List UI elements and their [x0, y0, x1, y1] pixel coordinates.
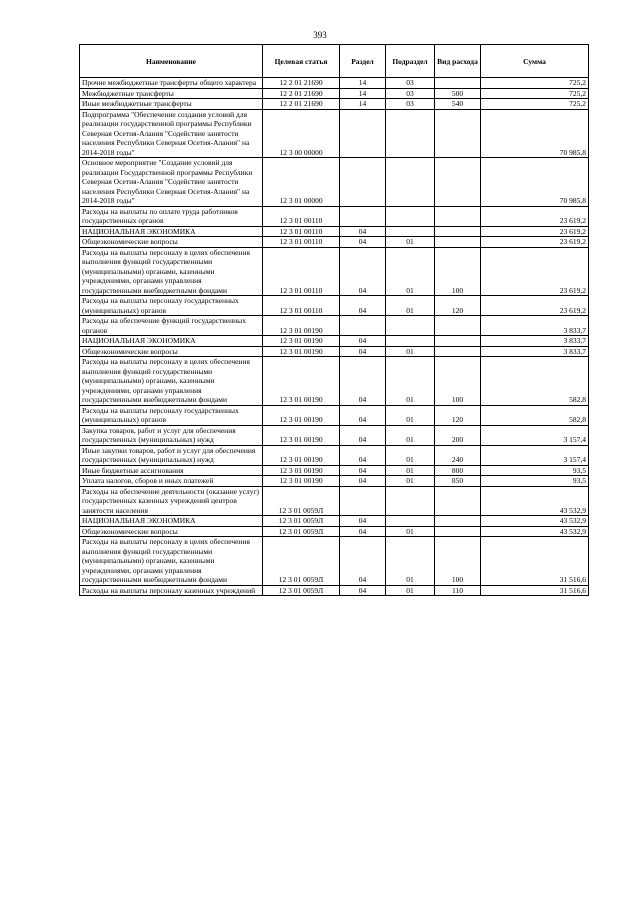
row-expense-type-cell: 100	[435, 357, 481, 406]
row-subsection-cell	[386, 109, 435, 158]
row-target-cell: 12 3 01 0059Л	[263, 486, 340, 516]
row-subsection-cell	[386, 316, 435, 336]
table-row	[80, 247, 589, 296]
row-name-cell: НАЦИОНАЛЬНАЯ ЭКОНОМИКА	[80, 516, 263, 527]
row-target-cell: 12 3 01 00190	[263, 425, 340, 445]
row-amount-cell: 23 619,2	[481, 226, 589, 237]
row-name-cell: Расходы на выплаты персоналу в целях обеспечения выполнения функций государственными (муниципальными) органами, казенными учреждениями, органами управления государственными внебюджетными фондами	[80, 357, 263, 406]
row-name-cell: Основное мероприятие "Создание условий для реализации Государственной программы Республики Северная Осетия-Алания "Содействие занятости населения Республики Северная Осетия-Алания" на 2014-2018 годы"	[80, 158, 263, 207]
row-amount-cell: 31 516,6	[481, 585, 589, 596]
row-expense-type-cell: 120	[435, 296, 481, 316]
row-name-cell: Расходы на выплаты персоналу казенных учреждений	[80, 585, 263, 596]
row-name-cell: Расходы на выплаты персоналу в целях обеспечения выполнения функций государственными (муниципальными) органами, казенными учреждениями, органами управления государственными внебюджетными фондами	[80, 537, 263, 586]
row-name-cell: Межбюджетные трансферты	[80, 88, 263, 99]
table-row	[80, 516, 589, 527]
row-target-cell: 12 3 01 00190	[263, 336, 340, 347]
row-name-cell: Расходы на выплаты персоналу государственных (муниципальных) органов	[80, 405, 263, 425]
table-row	[80, 158, 589, 207]
row-target-cell: 12 3 01 00110	[263, 296, 340, 316]
table-row	[80, 357, 589, 406]
row-amount-cell: 43 532,9	[481, 486, 589, 516]
row-name-cell: Расходы на выплаты по оплате труда работников государственных органов	[80, 206, 263, 226]
row-section-cell: 04	[340, 516, 386, 527]
row-section-cell: 14	[340, 88, 386, 99]
row-name-cell: Иные бюджетные ассигнования	[80, 465, 263, 476]
row-expense-type-cell: 540	[435, 99, 481, 110]
table-row	[80, 237, 589, 248]
row-subsection-cell: 01	[386, 405, 435, 425]
row-name-cell: Общеэкономические вопросы	[80, 237, 263, 248]
row-amount-cell: 23 619,2	[481, 206, 589, 226]
row-name-cell: Иные закупки товаров, работ и услуг для обеспечения государственных (муниципальных) нужд	[80, 445, 263, 465]
row-subsection-cell	[386, 158, 435, 207]
row-subsection-cell	[386, 226, 435, 237]
row-section-cell: 04	[340, 537, 386, 586]
row-target-cell: 12 3 01 00190	[263, 476, 340, 487]
row-subsection-cell	[386, 516, 435, 527]
row-subsection-cell: 03	[386, 99, 435, 110]
table-row	[80, 78, 589, 89]
row-section-cell	[340, 486, 386, 516]
table-row	[80, 99, 589, 110]
table-header-row	[80, 45, 589, 78]
table-row	[80, 405, 589, 425]
row-name-cell: Расходы на выплаты персоналу в целях обеспечения выполнения функций государственными (муниципальными) органами, казенными учреждениями, органами управления государственными внебюджетными фондами	[80, 247, 263, 296]
row-subsection-cell: 01	[386, 425, 435, 445]
row-target-cell: 12 3 01 00190	[263, 357, 340, 406]
table-row	[80, 109, 589, 158]
table-row	[80, 465, 589, 476]
row-amount-cell: 725,2	[481, 88, 589, 99]
row-target-cell: 12 3 01 00190	[263, 445, 340, 465]
table-row	[80, 585, 589, 596]
table-row	[80, 445, 589, 465]
table-row	[80, 486, 589, 516]
row-target-cell: 12 3 01 00190	[263, 465, 340, 476]
row-expense-type-cell	[435, 336, 481, 347]
row-section-cell: 04	[340, 247, 386, 296]
row-name-cell: Подпрограмма "Обеспечение создания условий для реализации государственной программы Республики Северная Осетия-Алания "Содействие занятости населения Республики Северная Осетия-Алания" на 2014-2018 годы"	[80, 109, 263, 158]
row-amount-cell: 3 833,7	[481, 346, 589, 357]
row-amount-cell: 23 619,2	[481, 247, 589, 296]
row-name-cell: Закупка товаров, работ и услуг для обеспечения государственных (муниципальных) нужд	[80, 425, 263, 445]
row-expense-type-cell	[435, 158, 481, 207]
row-subsection-cell: 01	[386, 465, 435, 476]
header-name: Наименование	[80, 45, 263, 78]
header-amount: Сумма	[481, 45, 589, 78]
row-section-cell	[340, 158, 386, 207]
row-section-cell: 04	[340, 357, 386, 406]
row-target-cell: 12 3 00 00000	[263, 109, 340, 158]
row-amount-cell: 3 833,7	[481, 316, 589, 336]
row-section-cell: 04	[340, 425, 386, 445]
row-target-cell: 12 3 01 0059Л	[263, 526, 340, 537]
row-expense-type-cell: 100	[435, 247, 481, 296]
row-target-cell: 12 3 01 0059Л	[263, 516, 340, 527]
row-section-cell: 04	[340, 476, 386, 487]
header-expense-type: Вид расхода	[435, 45, 481, 78]
row-target-cell: 12 3 01 00110	[263, 237, 340, 248]
row-name-cell: Прочие межбюджетные трансферты общего характера	[80, 78, 263, 89]
row-target-cell: 12 3 01 0059Л	[263, 585, 340, 596]
header-target: Целевая статья	[263, 45, 340, 78]
table-row	[80, 346, 589, 357]
row-expense-type-cell	[435, 526, 481, 537]
row-subsection-cell	[386, 206, 435, 226]
row-name-cell: Расходы на выплаты персоналу государственных (муниципальных) органов	[80, 296, 263, 316]
row-section-cell: 04	[340, 465, 386, 476]
row-subsection-cell: 01	[386, 296, 435, 316]
row-subsection-cell: 01	[386, 357, 435, 406]
row-amount-cell: 93,5	[481, 476, 589, 487]
row-target-cell: 12 3 01 00190	[263, 346, 340, 357]
row-amount-cell: 23 619,2	[481, 237, 589, 248]
row-expense-type-cell: 100	[435, 537, 481, 586]
row-subsection-cell	[386, 486, 435, 516]
row-amount-cell: 725,2	[481, 78, 589, 89]
row-target-cell: 12 2 01 21690	[263, 88, 340, 99]
row-target-cell: 12 2 01 21690	[263, 99, 340, 110]
row-expense-type-cell	[435, 316, 481, 336]
row-amount-cell: 43 532,9	[481, 516, 589, 527]
row-expense-type-cell	[435, 78, 481, 89]
row-target-cell: 12 3 01 00110	[263, 247, 340, 296]
row-section-cell: 04	[340, 445, 386, 465]
header-subsection: Подраздел	[386, 45, 435, 78]
row-amount-cell: 582,8	[481, 357, 589, 406]
row-subsection-cell: 01	[386, 537, 435, 586]
row-target-cell: 12 3 01 00000	[263, 158, 340, 207]
row-subsection-cell: 01	[386, 476, 435, 487]
row-subsection-cell: 01	[386, 526, 435, 537]
row-section-cell: 04	[340, 585, 386, 596]
row-section-cell: 04	[340, 526, 386, 537]
row-section-cell: 04	[340, 226, 386, 237]
row-expense-type-cell	[435, 486, 481, 516]
row-amount-cell: 3 157,4	[481, 445, 589, 465]
row-target-cell: 12 3 01 00190	[263, 316, 340, 336]
row-amount-cell: 725,2	[481, 99, 589, 110]
row-subsection-cell	[386, 336, 435, 347]
row-section-cell: 04	[340, 296, 386, 316]
table-row	[80, 316, 589, 336]
row-subsection-cell: 01	[386, 237, 435, 248]
row-section-cell: 04	[340, 237, 386, 248]
row-expense-type-cell	[435, 206, 481, 226]
row-name-cell: НАЦИОНАЛЬНАЯ ЭКОНОМИКА	[80, 226, 263, 237]
row-amount-cell: 23 619,2	[481, 296, 589, 316]
row-expense-type-cell	[435, 346, 481, 357]
row-target-cell: 12 3 01 00190	[263, 405, 340, 425]
table-row	[80, 296, 589, 316]
row-expense-type-cell	[435, 226, 481, 237]
row-amount-cell: 93,5	[481, 465, 589, 476]
row-target-cell: 12 3 01 00110	[263, 226, 340, 237]
row-section-cell: 14	[340, 99, 386, 110]
row-name-cell: Иные межбюджетные трансферты	[80, 99, 263, 110]
row-expense-type-cell: 500	[435, 88, 481, 99]
row-amount-cell: 582,8	[481, 405, 589, 425]
table-row	[80, 206, 589, 226]
budget-table	[79, 44, 589, 596]
row-target-cell: 12 3 01 0059Л	[263, 537, 340, 586]
row-subsection-cell: 01	[386, 346, 435, 357]
table-row	[80, 425, 589, 445]
row-amount-cell: 70 985,8	[481, 158, 589, 207]
row-name-cell: Общеэкономические вопросы	[80, 346, 263, 357]
table-row	[80, 537, 589, 586]
row-subsection-cell: 01	[386, 247, 435, 296]
row-section-cell: 14	[340, 78, 386, 89]
row-target-cell: 12 2 01 21690	[263, 78, 340, 89]
row-expense-type-cell	[435, 516, 481, 527]
table-row	[80, 88, 589, 99]
row-amount-cell: 3 833,7	[481, 336, 589, 347]
row-amount-cell: 43 532,9	[481, 526, 589, 537]
header-section: Раздел	[340, 45, 386, 78]
row-expense-type-cell: 200	[435, 425, 481, 445]
row-section-cell	[340, 206, 386, 226]
row-expense-type-cell: 110	[435, 585, 481, 596]
row-section-cell	[340, 109, 386, 158]
row-section-cell: 04	[340, 405, 386, 425]
table-row	[80, 526, 589, 537]
table-row	[80, 336, 589, 347]
table-row	[80, 476, 589, 487]
row-name-cell: Общеэкономические вопросы	[80, 526, 263, 537]
row-name-cell: Расходы на обеспечение деятельности (оказание услуг) государственных казенных учреждений центров занятости населения	[80, 486, 263, 516]
row-amount-cell: 3 157,4	[481, 425, 589, 445]
row-name-cell: НАЦИОНАЛЬНАЯ ЭКОНОМИКА	[80, 336, 263, 347]
row-subsection-cell: 03	[386, 78, 435, 89]
row-amount-cell: 70 985,8	[481, 109, 589, 158]
page-number: 393	[313, 30, 327, 40]
row-expense-type-cell	[435, 109, 481, 158]
row-expense-type-cell: 800	[435, 465, 481, 476]
row-name-cell: Расходы на обеспечение функций государственных органов	[80, 316, 263, 336]
row-section-cell	[340, 316, 386, 336]
row-subsection-cell: 01	[386, 585, 435, 596]
row-expense-type-cell	[435, 237, 481, 248]
row-subsection-cell: 03	[386, 88, 435, 99]
row-expense-type-cell: 120	[435, 405, 481, 425]
row-section-cell: 04	[340, 346, 386, 357]
row-expense-type-cell: 240	[435, 445, 481, 465]
row-target-cell: 12 3 01 00110	[263, 206, 340, 226]
row-subsection-cell: 01	[386, 445, 435, 465]
row-amount-cell: 31 516,6	[481, 537, 589, 586]
row-name-cell: Уплата налогов, сборов и иных платежей	[80, 476, 263, 487]
table-row	[80, 226, 589, 237]
row-section-cell: 04	[340, 336, 386, 347]
row-expense-type-cell: 850	[435, 476, 481, 487]
